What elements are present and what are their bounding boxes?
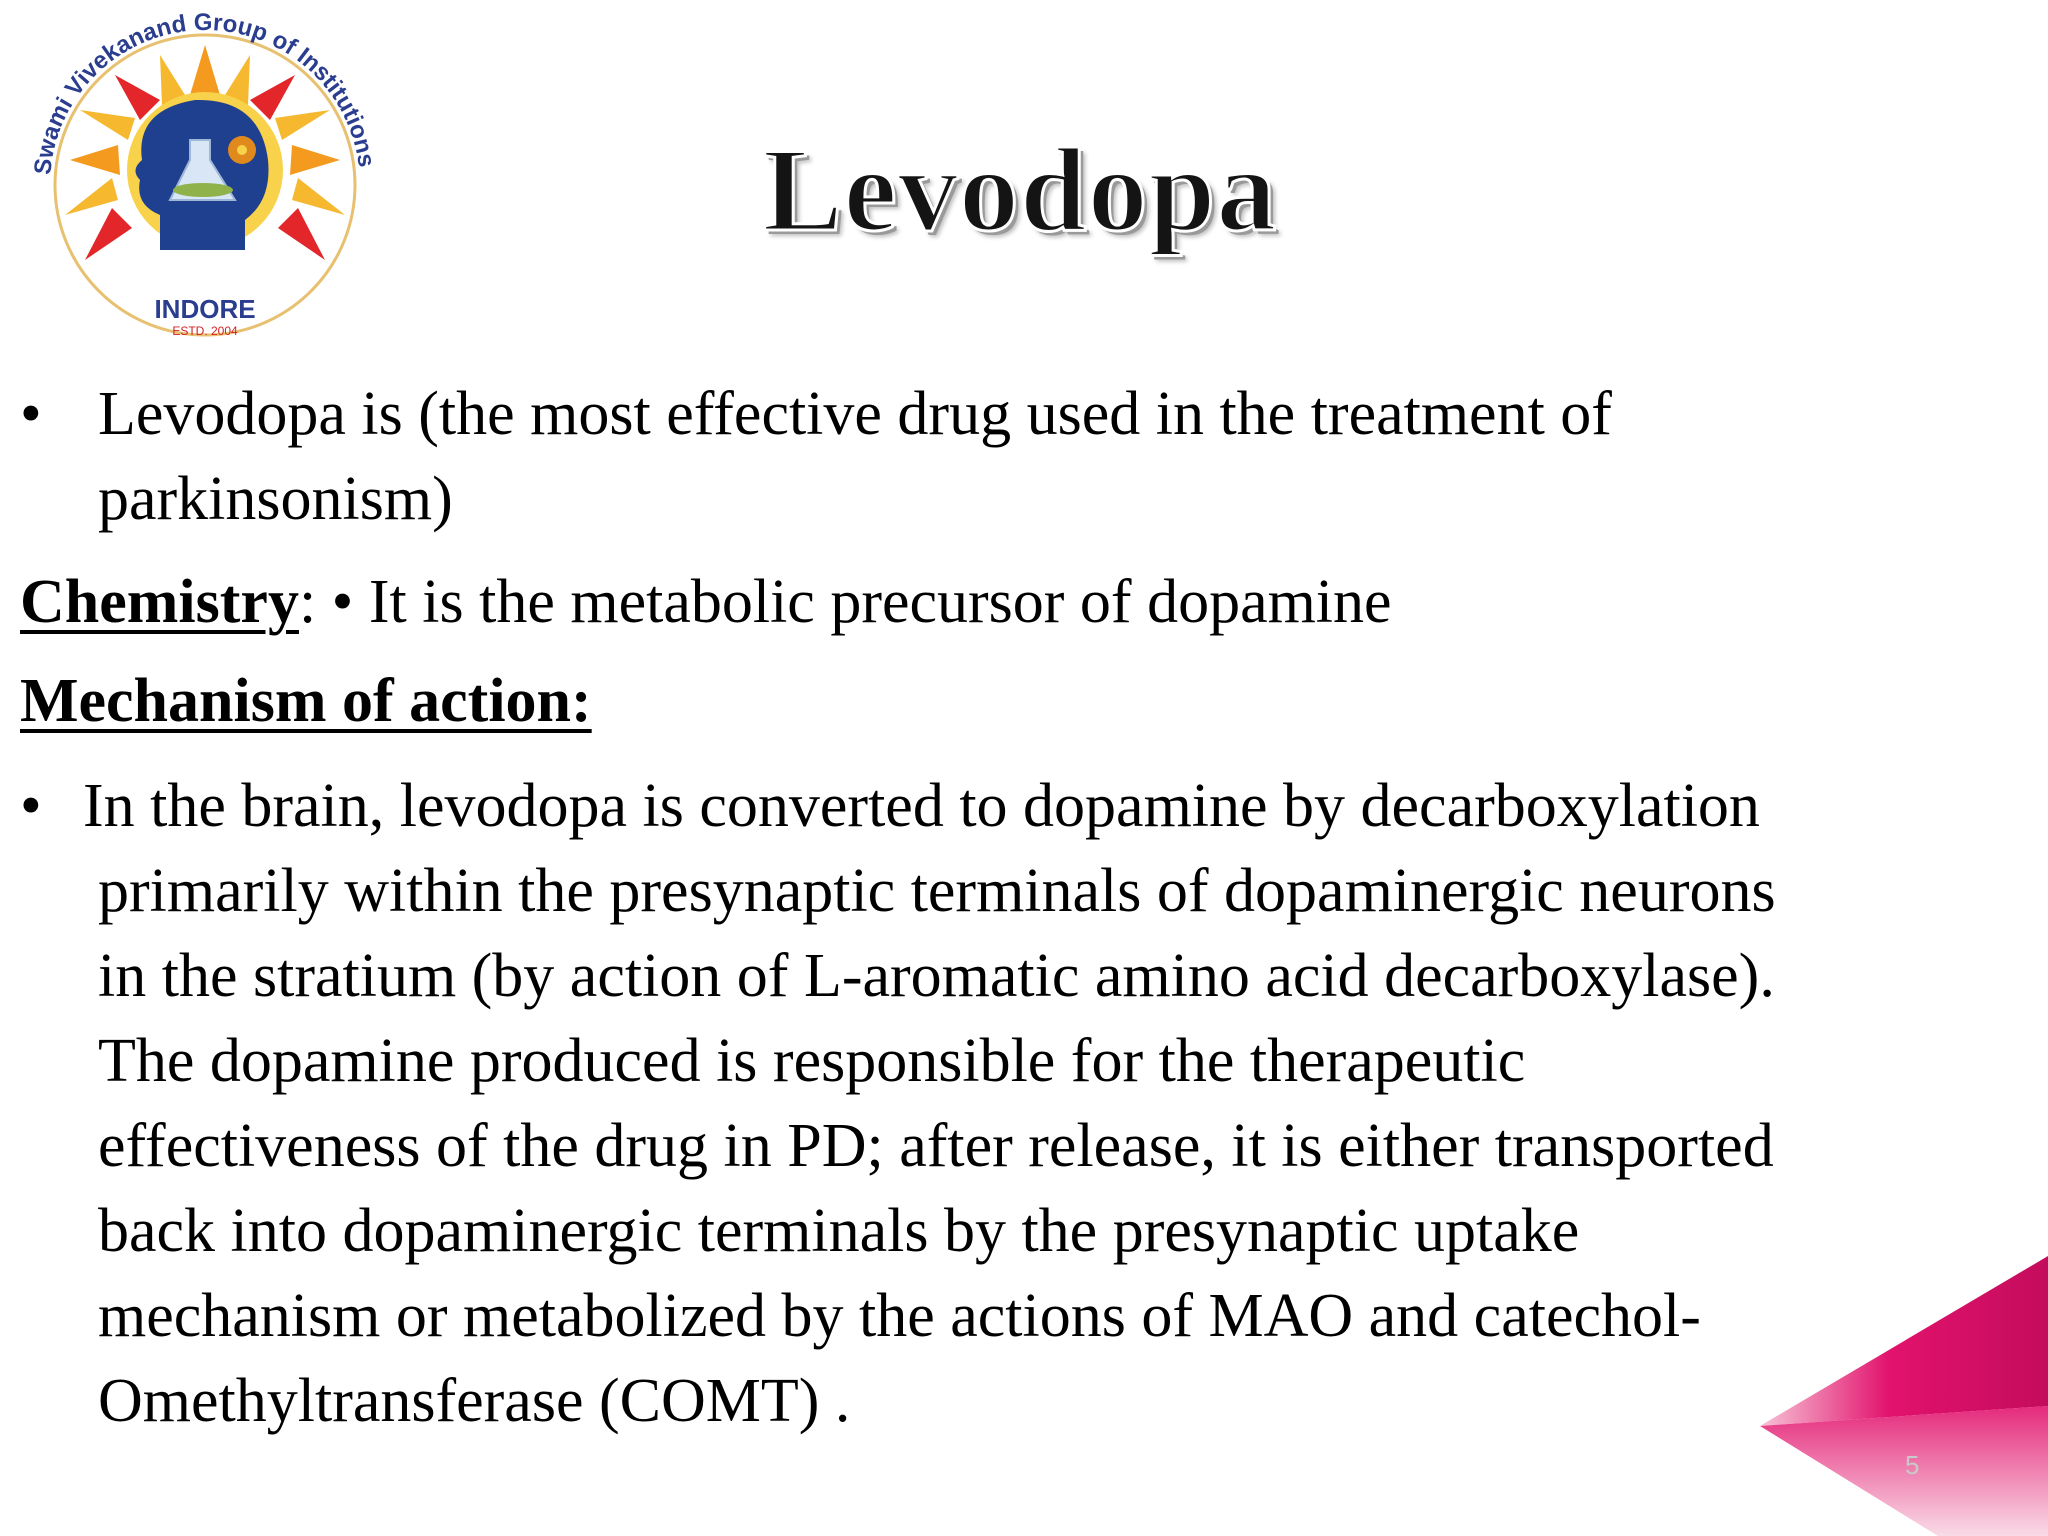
institution-logo xyxy=(10,0,400,345)
mechanism-heading: Mechanism of action: xyxy=(20,667,592,735)
mechanism-heading-line xyxy=(20,659,2030,744)
page-number: 5 xyxy=(1905,1450,1920,1480)
logo-emblem-icon xyxy=(10,0,400,345)
mechanism-line: primarily within the presynaptic terminals of dopaminergic neurons xyxy=(98,857,1776,925)
corner-triangle-icon xyxy=(1748,1236,2048,1536)
bullet-icon: • xyxy=(20,380,42,448)
chemistry-text: : • It is the metabolic precursor of dopamine xyxy=(298,568,1392,636)
mechanism-bullet-item xyxy=(20,764,2048,1444)
intro-line-1: Levodopa is (the most effective drug used in the treatment of xyxy=(98,380,1612,448)
mechanism-line: In the brain, levodopa is converted to dopamine by decarboxylation xyxy=(83,772,1760,840)
mechanism-line: effectiveness of the drug in PD; after release, it is either transported xyxy=(98,1112,1774,1180)
mechanism-line: in the stratium (by action of L-aromatic amino acid decarboxylase). xyxy=(98,942,1775,1010)
chemistry-line xyxy=(20,560,2030,645)
mechanism-line: The dopamine produced is responsible for the therapeutic xyxy=(98,1027,1526,1095)
logo-established-text: ESTD. 2004 xyxy=(172,324,238,338)
slide-title: Levodopa xyxy=(762,123,1278,256)
intro-line-2: parkinsonism) xyxy=(98,465,453,533)
mechanism-line: mechanism or metabolized by the actions of MAO and catechol- xyxy=(98,1282,1701,1350)
intro-bullet-item xyxy=(20,372,2030,542)
mechanism-line: Omethyltransferase (COMT) . xyxy=(98,1367,851,1435)
chemistry-label: Chemistry xyxy=(20,568,299,636)
slide-body xyxy=(20,372,2030,1444)
bullet-icon: • xyxy=(20,772,42,840)
corner-decoration xyxy=(1748,1236,2048,1536)
mechanism-line: back into dopaminergic terminals by the presynaptic uptake xyxy=(98,1197,1580,1265)
logo-city-text: INDORE xyxy=(154,294,256,324)
logo-arc-text: Swami Vivekanand Group of Institutions xyxy=(29,8,380,176)
